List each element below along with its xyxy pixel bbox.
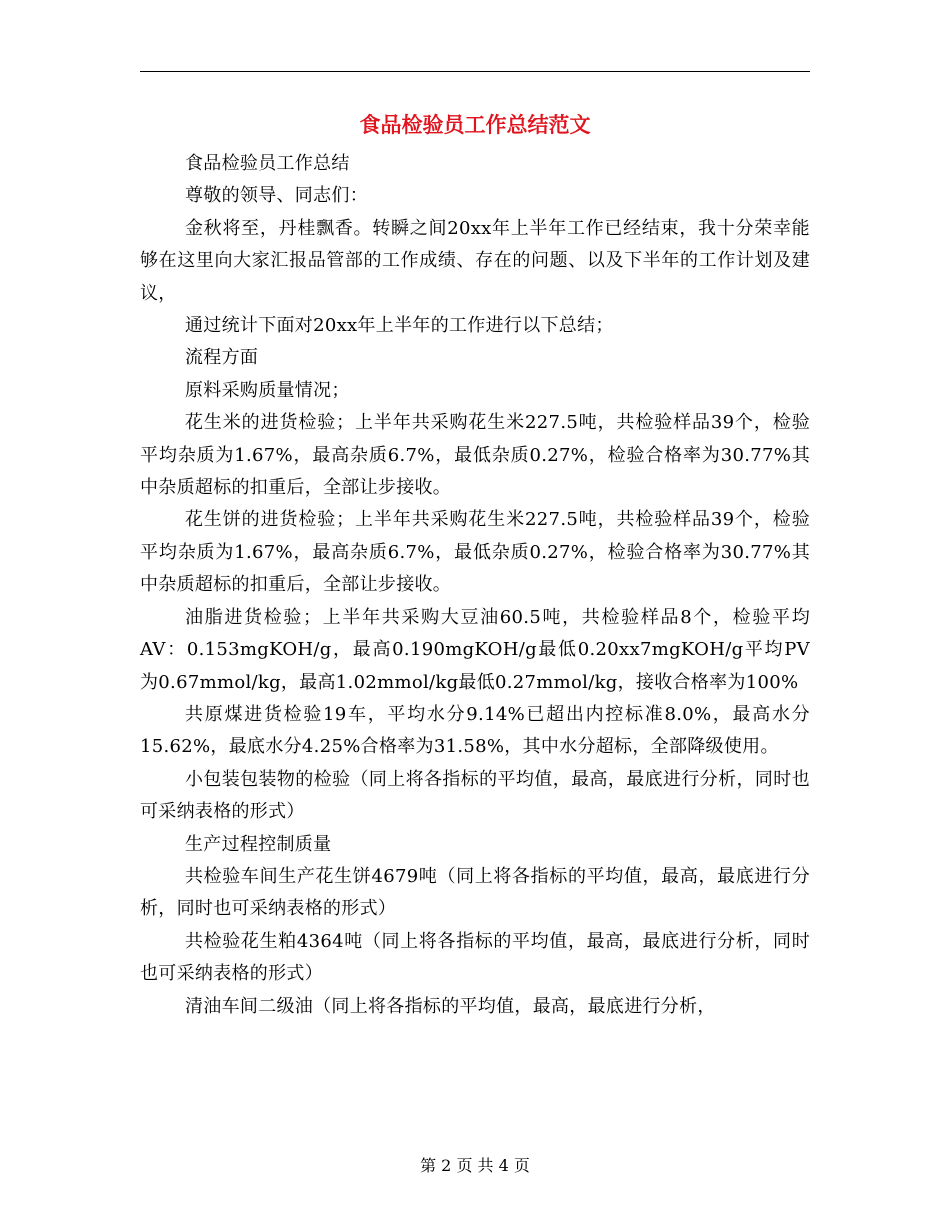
document-title: 食品检验员工作总结范文 <box>359 112 591 137</box>
paragraph: 通过统计下面对20xx年上半年的工作进行以下总结； <box>185 315 614 337</box>
paragraph: 花生米的进货检验；上半年共采购花生米227.5吨，共检验样品39个，检验平均杂质为1.67%，最高杂质6.7%，最低杂质0.27%，检验合格率为30.77%其中杂质超标的扣重后，全部让步接收。 <box>140 412 810 499</box>
paragraph: 生产过程控制质量 <box>185 833 332 855</box>
paragraph: 油脂进货检验；上半年共采购大豆油60.5吨，共检验样品8个，检验平均AV：0.153mgKOH/g，最高0.190mgKOH/g最低0.20xx7mgKOH/g平均PV为0.67mmol/kg，最高1.02mmol/kg最低0.27mmol/kg，接收合格率为100% <box>140 606 810 693</box>
paragraph: 共检验花生粕4364吨（同上将各指标的平均值，最高，最底进行分析，同时也可采纳表格的形式） <box>140 930 810 985</box>
paragraph: 流程方面 <box>185 347 259 369</box>
header-rule <box>140 71 810 72</box>
page-number-footer: 第 2 页 共 4 页 <box>420 1156 530 1175</box>
paragraph: 小包装包装物的检验（同上将各指标的平均值，最高，最底进行分析，同时也可采纳表格的形式） <box>140 768 810 823</box>
document-body <box>140 148 810 1023</box>
paragraph: 共原煤进货检验19车，平均水分9.14%已超出内控标准8.0%，最高水分15.62%，最底水分4.25%合格率为31.58%，其中水分超标，全部降级使用。 <box>140 703 810 758</box>
paragraph: 清油车间二级油（同上将各指标的平均值，最高，最底进行分析， <box>185 995 716 1017</box>
paragraph: 尊敬的领导、同志们： <box>185 185 368 207</box>
paragraph: 金秋将至，丹桂飘香。转瞬之间20xx年上半年工作已经结束，我十分荣幸能够在这里向大家汇报品管部的工作成绩、存在的问题、以及下半年的工作计划及建议， <box>140 217 810 304</box>
paragraph: 花生饼的进货检验；上半年共采购花生米227.5吨，共检验样品39个，检验平均杂质为1.67%，最高杂质6.7%，最低杂质0.27%，检验合格率为30.77%其中杂质超标的扣重后，全部让步接收。 <box>140 509 810 596</box>
paragraph: 原料采购质量情况； <box>185 379 350 401</box>
paragraph: 食品检验员工作总结 <box>185 153 350 174</box>
paragraph: 共检验车间生产花生饼4679吨（同上将各指标的平均值，最高，最底进行分析，同时也可采纳表格的形式） <box>140 865 810 920</box>
